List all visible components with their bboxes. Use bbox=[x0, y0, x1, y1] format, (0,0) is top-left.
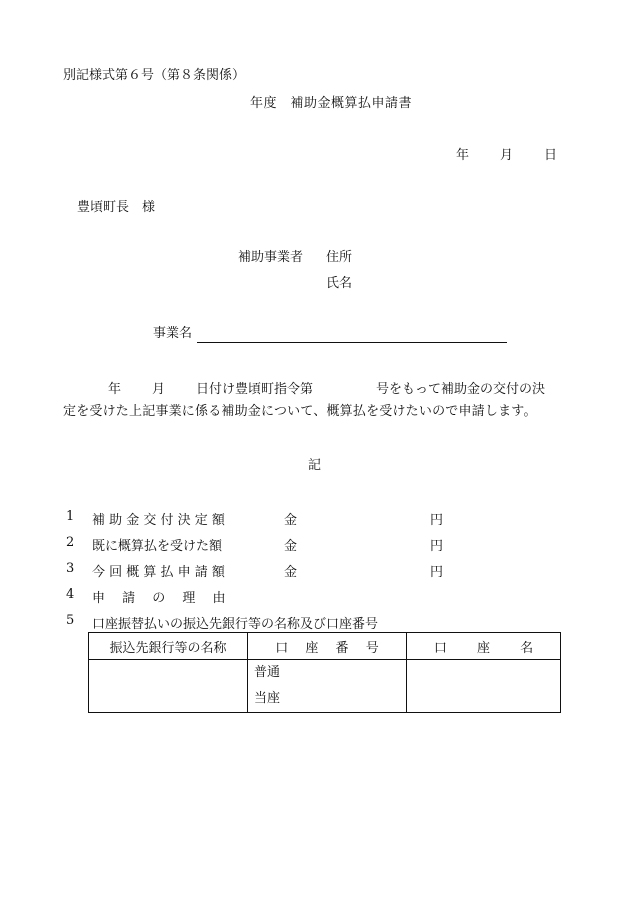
applicant-label: 補助事業者 bbox=[238, 250, 304, 265]
item-number: 4 bbox=[66, 587, 75, 602]
item-number: 5 bbox=[66, 613, 75, 628]
project-name-label: 事業名 bbox=[153, 326, 193, 341]
addressee: 豊頃町長 様 bbox=[77, 200, 156, 215]
account-type-current: 当座 bbox=[254, 691, 281, 706]
header-account-number: 口 座 番 号 bbox=[248, 633, 407, 660]
item-label-reason: 申 請 の 理 由 bbox=[92, 591, 226, 606]
yen-label: 円 bbox=[430, 565, 444, 580]
item-number: 2 bbox=[66, 535, 75, 550]
body-number-text: 号をもって補助金の交付の決 bbox=[376, 382, 546, 397]
date-month-label: 月 bbox=[500, 148, 514, 163]
item-label-bank-account: 口座振替払いの振込先銀行等の名称及び口座番号 bbox=[92, 617, 379, 632]
item-number: 3 bbox=[66, 561, 75, 576]
kin-label: 金 bbox=[284, 565, 298, 580]
body-month-label: 月 bbox=[152, 382, 166, 397]
account-type-ordinary: 普通 bbox=[254, 665, 281, 680]
item-number: 1 bbox=[66, 509, 75, 524]
header-account-name: 口 座 名 bbox=[407, 633, 561, 660]
item-label-decision-amount: 補 助 金 交 付 決 定 額 bbox=[92, 513, 225, 528]
document-title: 年度 補助金概算払申請書 bbox=[250, 96, 413, 111]
table-header-row bbox=[89, 633, 561, 660]
body-date-text: 日付け豊頃町指令第 bbox=[196, 382, 314, 397]
header-bank-name: 振込先銀行等の名称 bbox=[89, 633, 248, 660]
yen-label: 円 bbox=[430, 513, 444, 528]
ki-heading: 記 bbox=[308, 458, 322, 473]
address-label: 住所 bbox=[326, 250, 353, 265]
account-name-cell bbox=[407, 660, 561, 713]
project-name-underline bbox=[197, 342, 507, 343]
kin-label: 金 bbox=[284, 539, 298, 554]
date-year-label: 年 bbox=[456, 148, 470, 163]
date-day-label: 日 bbox=[544, 148, 558, 163]
body-text-line2: 定を受けた上記事業に係る補助金について、概算払を受けたいので申請します。 bbox=[63, 404, 537, 419]
kin-label: 金 bbox=[284, 513, 298, 528]
yen-label: 円 bbox=[430, 539, 444, 554]
bank-name-cell bbox=[89, 660, 248, 713]
item-label-received-amount: 既に概算払を受けた額 bbox=[92, 539, 223, 554]
item-label-request-amount: 今 回 概 算 払 申 請 額 bbox=[92, 565, 225, 580]
name-label: 氏名 bbox=[326, 276, 353, 291]
bank-account-table bbox=[88, 632, 561, 713]
account-number-cell bbox=[248, 660, 407, 713]
body-year-label: 年 bbox=[108, 382, 122, 397]
table-row bbox=[89, 660, 561, 713]
form-number-label: 別記様式第６号（第８条関係） bbox=[63, 68, 246, 83]
